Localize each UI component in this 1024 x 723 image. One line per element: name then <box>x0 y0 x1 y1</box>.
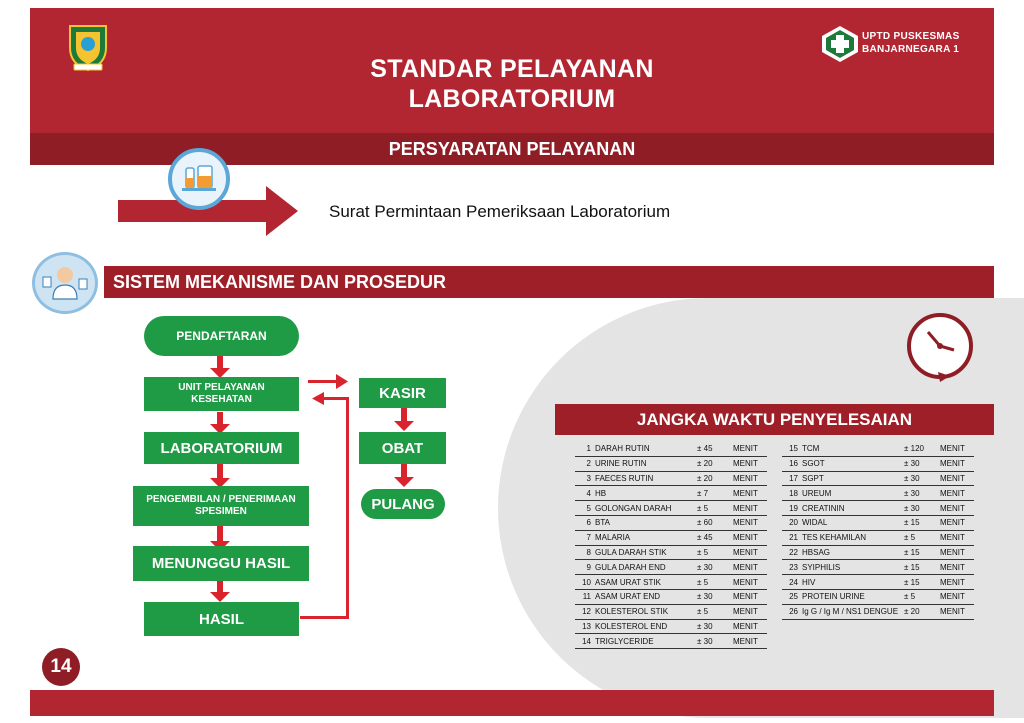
row-number: 20 <box>782 515 802 530</box>
row-number: 4 <box>575 486 595 501</box>
row-number: 18 <box>782 486 802 501</box>
row-number: 2 <box>575 456 595 471</box>
table-row <box>575 456 767 471</box>
row-number: 21 <box>782 530 802 545</box>
time-unit: MENIT <box>940 530 974 545</box>
step-obat: OBAT <box>359 432 446 464</box>
flow-connectors <box>130 310 370 640</box>
row-number: 12 <box>575 604 595 619</box>
organization-name <box>862 30 960 56</box>
exam-name: BTA <box>595 515 697 530</box>
exam-time: ± 30 <box>904 471 940 486</box>
exam-name: DARAH RUTIN <box>595 442 697 456</box>
exam-name: PROTEIN URINE <box>802 589 904 604</box>
lab-flask-icon <box>168 148 230 210</box>
sistem-heading: SISTEM MEKANISME DAN PROSEDUR <box>113 272 447 292</box>
unit-line-2: KESEHATAN <box>191 394 252 405</box>
exam-name: TCM <box>802 442 904 456</box>
row-number: 26 <box>782 604 802 619</box>
time-unit: MENIT <box>940 589 974 604</box>
table-row <box>575 619 767 634</box>
table-row <box>782 575 974 590</box>
step-unit-pelayanan <box>144 377 299 411</box>
time-unit: MENIT <box>940 604 974 619</box>
exam-time: ± 30 <box>697 619 733 634</box>
exam-time: ± 45 <box>697 530 733 545</box>
exam-name: ASAM URAT END <box>595 589 697 604</box>
exam-name: MALARIA <box>595 530 697 545</box>
exam-name: UREUM <box>802 486 904 501</box>
puskesmas-logo-icon <box>820 24 860 64</box>
time-unit: MENIT <box>940 442 974 456</box>
time-unit: MENIT <box>940 575 974 590</box>
row-number: 8 <box>575 545 595 560</box>
table-row <box>575 589 767 604</box>
table-row <box>575 634 767 649</box>
row-number: 9 <box>575 560 595 575</box>
time-unit: MENIT <box>940 545 974 560</box>
exam-time: ± 5 <box>697 501 733 516</box>
exam-time: ± 30 <box>697 589 733 604</box>
time-unit: MENIT <box>733 471 767 486</box>
row-number: 7 <box>575 530 595 545</box>
exam-time: ± 15 <box>904 545 940 560</box>
row-number: 3 <box>575 471 595 486</box>
time-unit: MENIT <box>733 560 767 575</box>
spesimen-line-2: SPESIMEN <box>195 506 247 517</box>
time-unit: MENIT <box>940 456 974 471</box>
exam-time: ± 45 <box>697 442 733 456</box>
exam-time: ± 15 <box>904 515 940 530</box>
exam-time: ± 15 <box>904 575 940 590</box>
step-laboratorium: LABORATORIUM <box>144 432 299 464</box>
table-row <box>782 545 974 560</box>
table-row <box>782 456 974 471</box>
exam-time: ± 5 <box>697 545 733 560</box>
table-row <box>782 501 974 516</box>
row-number: 16 <box>782 456 802 471</box>
time-unit: MENIT <box>940 501 974 516</box>
row-number: 6 <box>575 515 595 530</box>
org-line-1: UPTD PUSKESMAS <box>862 31 960 42</box>
exam-time: ± 15 <box>904 560 940 575</box>
exam-name: SGPT <box>802 471 904 486</box>
table-row <box>782 604 974 619</box>
table-row <box>782 442 974 456</box>
exam-name: WIDAL <box>802 515 904 530</box>
exam-name: URINE RUTIN <box>595 456 697 471</box>
time-unit: MENIT <box>733 634 767 649</box>
exam-name: Ig G / Ig M / NS1 DENGUE <box>802 604 904 619</box>
row-number: 5 <box>575 501 595 516</box>
exam-name: ASAM URAT STIK <box>595 575 697 590</box>
time-unit: MENIT <box>733 589 767 604</box>
table-row <box>782 515 974 530</box>
exam-time: ± 5 <box>904 530 940 545</box>
table-row <box>575 545 767 560</box>
row-number: 19 <box>782 501 802 516</box>
exam-time: ± 30 <box>697 634 733 649</box>
exam-name: TES KEHAMILAN <box>802 530 904 545</box>
table-row <box>575 486 767 501</box>
exam-time: ± 30 <box>904 486 940 501</box>
table-row <box>575 442 767 456</box>
row-number: 13 <box>575 619 595 634</box>
org-line-2: BANJARNEGARA 1 <box>862 44 960 55</box>
exam-time: ± 7 <box>697 486 733 501</box>
requirement-item: Surat Permintaan Pemeriksaan Laboratorium <box>329 202 671 221</box>
persyaratan-heading: PERSYARATAN PELAYANAN <box>30 133 994 165</box>
exam-time: ± 20 <box>904 604 940 619</box>
time-unit: MENIT <box>733 604 767 619</box>
duration-table-left <box>575 442 767 649</box>
exam-name: GULA DARAH STIK <box>595 545 697 560</box>
row-number: 23 <box>782 560 802 575</box>
time-unit: MENIT <box>733 442 767 456</box>
title-line-2: LABORATORIUM <box>408 85 616 113</box>
exam-time: ± 5 <box>697 575 733 590</box>
time-unit: MENIT <box>733 456 767 471</box>
exam-time: ± 30 <box>904 456 940 471</box>
exam-name: HIV <box>802 575 904 590</box>
exam-time: ± 5 <box>904 589 940 604</box>
table-row <box>782 471 974 486</box>
clock-icon <box>904 310 976 382</box>
time-unit: MENIT <box>940 515 974 530</box>
row-number: 14 <box>575 634 595 649</box>
time-unit: MENIT <box>733 501 767 516</box>
time-unit: MENIT <box>940 560 974 575</box>
exam-name: KOLESTEROL STIK <box>595 604 697 619</box>
exam-time: ± 30 <box>697 560 733 575</box>
exam-name: SGOT <box>802 456 904 471</box>
row-number: 1 <box>575 442 595 456</box>
step-pulang: PULANG <box>361 489 445 519</box>
jangka-waktu-heading: JANGKA WAKTU PENYELESAIAN <box>555 404 994 435</box>
time-unit: MENIT <box>940 486 974 501</box>
footer-banner <box>30 690 994 716</box>
side-flow-arrows <box>360 408 450 492</box>
time-unit: MENIT <box>733 545 767 560</box>
table-row <box>782 530 974 545</box>
title-line-1: STANDAR PELAYANAN <box>370 55 654 83</box>
exam-time: ± 60 <box>697 515 733 530</box>
exam-name: GOLONGAN DARAH <box>595 501 697 516</box>
exam-name: HB <box>595 486 697 501</box>
time-unit: MENIT <box>733 619 767 634</box>
time-unit: MENIT <box>733 530 767 545</box>
time-unit: MENIT <box>940 471 974 486</box>
doctor-icon <box>32 252 98 314</box>
exam-time: ± 120 <box>904 442 940 456</box>
exam-time: ± 30 <box>904 501 940 516</box>
exam-name: HBSAG <box>802 545 904 560</box>
table-row <box>575 604 767 619</box>
row-number: 25 <box>782 589 802 604</box>
step-hasil: HASIL <box>144 602 299 636</box>
step-pendaftaran: PENDAFTARAN <box>144 316 299 356</box>
exam-name: FAECES RUTIN <box>595 471 697 486</box>
time-unit: MENIT <box>733 486 767 501</box>
exam-time: ± 20 <box>697 471 733 486</box>
time-unit: MENIT <box>733 515 767 530</box>
step-spesimen <box>133 486 309 526</box>
time-unit: MENIT <box>733 575 767 590</box>
row-number: 10 <box>575 575 595 590</box>
table-row <box>575 471 767 486</box>
exam-name: CREATININ <box>802 501 904 516</box>
table-row <box>575 560 767 575</box>
exam-time: ± 5 <box>697 604 733 619</box>
row-number: 22 <box>782 545 802 560</box>
exam-time: ± 20 <box>697 456 733 471</box>
page-number: 14 <box>42 648 80 686</box>
table-row <box>782 560 974 575</box>
row-number: 11 <box>575 589 595 604</box>
row-number: 17 <box>782 471 802 486</box>
exam-name: TRIGLYCERIDE <box>595 634 697 649</box>
exam-name: KOLESTEROL END <box>595 619 697 634</box>
duration-table-right <box>782 442 974 620</box>
step-kasir: KASIR <box>359 378 446 408</box>
exam-name: GULA DARAH END <box>595 560 697 575</box>
row-number: 15 <box>782 442 802 456</box>
table-row <box>575 530 767 545</box>
table-row <box>782 486 974 501</box>
table-row <box>782 589 974 604</box>
step-menunggu-hasil: MENUNGGU HASIL <box>133 546 309 581</box>
row-number: 24 <box>782 575 802 590</box>
table-row <box>575 575 767 590</box>
spesimen-line-1: PENGEMBILAN / PENERIMAAN <box>146 494 296 505</box>
table-row <box>575 501 767 516</box>
table-row <box>575 515 767 530</box>
unit-line-1: UNIT PELAYANAN <box>178 382 265 393</box>
exam-name: SYIPHILIS <box>802 560 904 575</box>
